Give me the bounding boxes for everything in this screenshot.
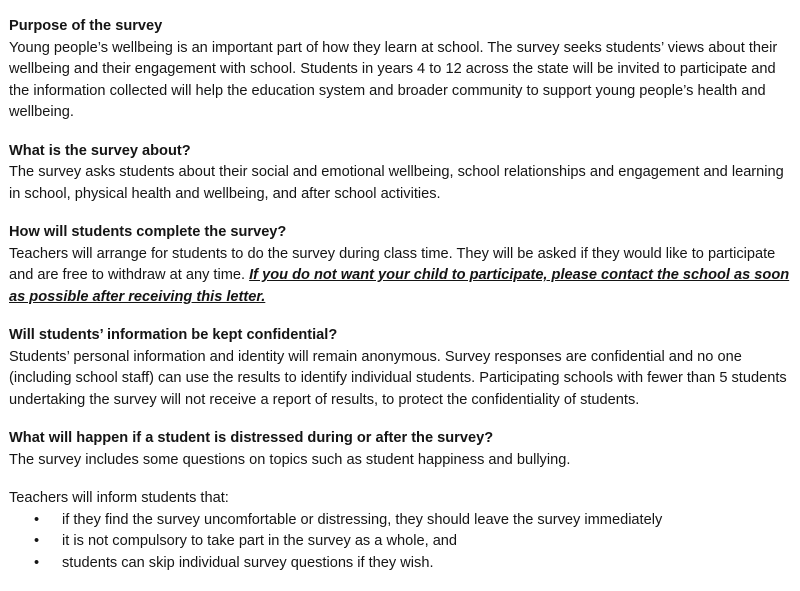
completion-body: Teachers will arrange for students to do the survey during class time. They will be asked if they would like to participate and are free to withdraw at any time. bbox=[9, 245, 776, 283]
completion-section bbox=[9, 222, 794, 308]
teachers-section bbox=[9, 488, 794, 574]
survey-information-letter bbox=[9, 16, 794, 591]
completion-text bbox=[9, 244, 794, 309]
bullet-item bbox=[9, 553, 794, 575]
confidentiality-text: Students’ personal information and identity will remain anonymous. Survey responses are confidential and no one (including school staff) can use the results to identify individual students. Participating schools with fewer than 5 students undertaking the survey will not receive a report of results, to protect the confidentiality of students. bbox=[9, 348, 787, 408]
about-text: The survey asks students about their social and emotional wellbeing, school relationships and engagement and learning in school, physical health and wellbeing, and after school activities. bbox=[9, 164, 784, 202]
purpose-heading: Purpose of the survey bbox=[9, 18, 163, 34]
teachers-intro: Teachers will inform students that: bbox=[9, 490, 229, 506]
purpose-section bbox=[9, 16, 794, 124]
opt-out-notice: If you do not want your child to participate, please contact the school as soon as possible after receiving this letter. bbox=[9, 267, 790, 305]
distress-section bbox=[9, 428, 794, 471]
bullet-text: students can skip individual survey questions if they wish. bbox=[62, 554, 434, 571]
bullet-item bbox=[9, 510, 794, 532]
confidentiality-section bbox=[9, 325, 794, 411]
bullet-icon: • bbox=[34, 554, 40, 571]
bullet-text: if they find the survey uncomfortable or distressing, they should leave the survey immediately bbox=[62, 511, 663, 528]
completion-heading: How will students complete the survey? bbox=[9, 224, 287, 240]
bullet-icon: • bbox=[34, 533, 40, 549]
bullet-text: it is not compulsory to take part in the survey as a whole, and bbox=[62, 533, 458, 549]
about-section bbox=[9, 141, 794, 206]
bullet-icon: • bbox=[34, 511, 40, 528]
teachers-bullet-list bbox=[9, 510, 794, 575]
distress-heading: What will happen if a student is distressed during or after the survey? bbox=[9, 430, 494, 446]
purpose-text: Young people’s wellbeing is an important part of how they learn at school. The survey seeks students’ views about their wellbeing and their engagement with school. Students in years 4 to 12 across the state will be invited to participate and the information collected will help the education system and broader community to support young people’s health and wellbeing. bbox=[9, 39, 778, 120]
distress-text: The survey includes some questions on topics such as student happiness and bullying. bbox=[9, 451, 571, 468]
confidentiality-heading: Will students’ information be kept confidential? bbox=[9, 327, 338, 343]
about-heading: What is the survey about? bbox=[9, 142, 191, 159]
bullet-item bbox=[9, 531, 794, 553]
